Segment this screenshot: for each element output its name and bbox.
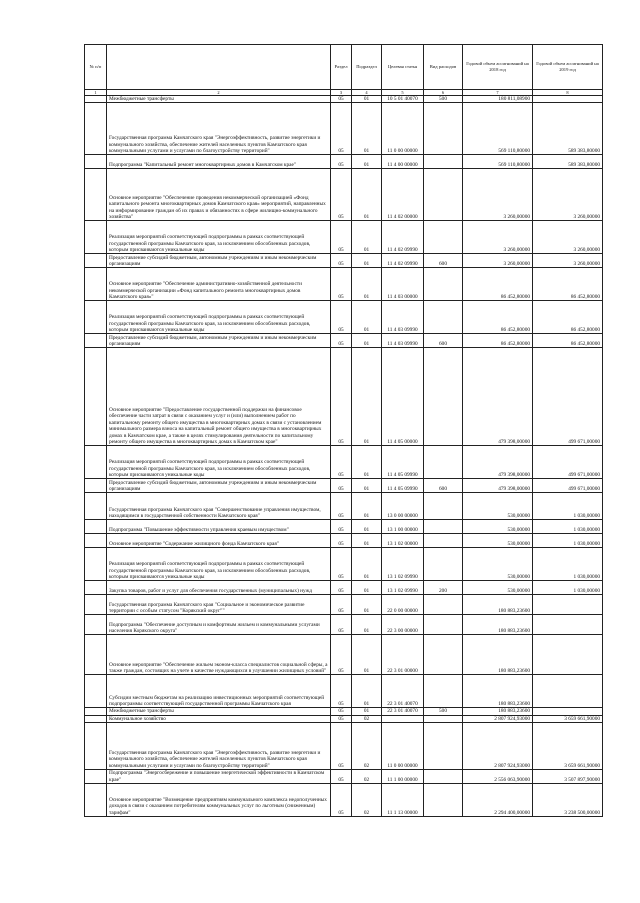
- row-target-article: 22 3 01 00000: [382, 635, 424, 675]
- table-row: [85, 770, 603, 784]
- header-num: № п/п: [85, 45, 107, 90]
- row-subsection: 01: [352, 96, 382, 103]
- row-target-article: 11 4 02 00000: [382, 169, 424, 221]
- row-target-article: 11 4 02 09990: [382, 254, 424, 268]
- row-number: [85, 770, 107, 784]
- row-target-article: 13 1 00 00000: [382, 520, 424, 534]
- row-section: 05: [331, 615, 352, 635]
- column-number: 2: [107, 90, 331, 96]
- row-section: 05: [331, 675, 352, 708]
- row-volume-2019: 86 452,80000: [533, 334, 603, 348]
- row-volume-2019: [533, 675, 603, 708]
- row-expense-type: [424, 103, 463, 155]
- row-expense-type: 500: [424, 96, 463, 103]
- row-name: Подпрограмма "Капитальный ремонт многоквартирных домов в Камчатском крае": [107, 155, 331, 169]
- budget-document: [84, 44, 602, 817]
- column-number: 7: [463, 90, 533, 96]
- row-section: 05: [331, 784, 352, 817]
- row-target-article: 11 4 02 09990: [382, 221, 424, 254]
- row-expense-type: [424, 348, 463, 446]
- row-subsection: 01: [352, 548, 382, 581]
- row-expense-type: [424, 595, 463, 615]
- row-name: Закупка товаров, работ и услуг для обеспечения государственных (муниципальных) нужд: [107, 581, 331, 595]
- table-row: [85, 348, 603, 446]
- row-name: Основное мероприятие "Обеспечение жильем эконом-класса специалистов социальной сферы, а также граждан, состоящих на учете в качестве нуждающихся в улучшении жилищных условий": [107, 635, 331, 675]
- row-name: Государственная программа Камчатского края "Социальное и экономическое развитие территории с особым статусом "Корякский округ"": [107, 595, 331, 615]
- row-section: 05: [331, 334, 352, 348]
- row-volume-2018: 530,00000: [463, 520, 533, 534]
- row-volume-2019: 499 671,00000: [533, 348, 603, 446]
- table-row: [85, 784, 603, 817]
- table-row: [85, 155, 603, 169]
- table-row: [85, 595, 603, 615]
- row-expense-type: [424, 548, 463, 581]
- row-number: [85, 334, 107, 348]
- row-number: [85, 169, 107, 221]
- row-volume-2018: 530,00000: [463, 534, 533, 548]
- row-section: 05: [331, 595, 352, 615]
- table-row: [85, 615, 603, 635]
- row-name: Коммунальное хозяйство: [107, 715, 331, 722]
- row-target-article: [382, 715, 424, 722]
- row-subsection: 02: [352, 723, 382, 770]
- table-header: [85, 45, 603, 96]
- row-volume-2018: 530,00000: [463, 581, 533, 595]
- row-number: [85, 708, 107, 715]
- row-volume-2019: [533, 615, 603, 635]
- row-name: Государственная программа Камчатского края "Совершенствование управления имуществом, находящимся в государственной собственности Камчатского края": [107, 493, 331, 520]
- row-target-article: 11 1 00 00000: [382, 770, 424, 784]
- row-number: [85, 548, 107, 581]
- row-expense-type: [424, 723, 463, 770]
- row-expense-type: [424, 520, 463, 534]
- row-section: 05: [331, 301, 352, 334]
- row-subsection: 01: [352, 268, 382, 301]
- table-row: [85, 548, 603, 581]
- row-section: 05: [331, 221, 352, 254]
- row-name: Основное мероприятие "Обеспечение проведения некоммерческой организацией «Фонд капитального ремонта многоквартирных домов Камчатского края» мероприятий, направленных на информирование граждан об их правах и обязанностях в сфере жилищно-коммунального хозяйства": [107, 169, 331, 221]
- row-number: [85, 635, 107, 675]
- header-vol2018: Годовой объем ассигнований на 2018 год: [463, 45, 533, 90]
- row-volume-2018: 180 883,23600: [463, 595, 533, 615]
- table-row: [85, 103, 603, 155]
- table-row: [85, 268, 603, 301]
- row-number: [85, 446, 107, 479]
- row-volume-2019: 499 671,00000: [533, 446, 603, 479]
- row-expense-type: [424, 493, 463, 520]
- row-expense-type: [424, 615, 463, 635]
- row-subsection: 01: [352, 479, 382, 493]
- row-subsection: 01: [352, 595, 382, 615]
- row-volume-2019: [533, 595, 603, 615]
- row-number: [85, 581, 107, 595]
- row-volume-2019: 3 659 661,90000: [533, 715, 603, 722]
- row-subsection: 01: [352, 348, 382, 446]
- row-number: [85, 675, 107, 708]
- row-name: Предоставление субсидий бюджетным, автономным учреждениям и иным некоммерческим организациям: [107, 254, 331, 268]
- row-volume-2019: 3 238 500,00000: [533, 784, 603, 817]
- row-name: Государственная программа Камчатского края "Энергоэффективность, развитие энергетики и коммунального хозяйства, обеспечение жителей населенных пунктов Камчатского края коммунальными услугами и услугами по благоустройству территорий": [107, 723, 331, 770]
- row-volume-2019: 86 452,80000: [533, 268, 603, 301]
- row-volume-2018: 2 807 924,93000: [463, 723, 533, 770]
- row-section: 05: [331, 715, 352, 722]
- table-row: [85, 708, 603, 715]
- row-subsection: 01: [352, 334, 382, 348]
- row-target-article: 11 4 05 00000: [382, 348, 424, 446]
- row-subsection: 01: [352, 675, 382, 708]
- table-row: [85, 96, 603, 103]
- row-volume-2018: 86 452,80000: [463, 301, 533, 334]
- row-target-article: 11 4 03 09990: [382, 334, 424, 348]
- row-expense-type: [424, 675, 463, 708]
- row-section: 05: [331, 534, 352, 548]
- table-row: [85, 723, 603, 770]
- row-number: [85, 595, 107, 615]
- column-number: 1: [85, 90, 107, 96]
- row-target-article: 22 3 01 40070: [382, 675, 424, 708]
- row-number: [85, 348, 107, 446]
- row-expense-type: [424, 446, 463, 479]
- row-volume-2018: 86 452,80000: [463, 268, 533, 301]
- row-volume-2018: 2 807 924,93000: [463, 715, 533, 722]
- table-row: [85, 479, 603, 493]
- header-vol2019: Годовой объем ассигнований на 2019 год: [533, 45, 603, 90]
- row-name: Основное мероприятие "Предоставление государственной поддержки на финансовое обеспечение части затрат в связи с оказанием услуг и (или) выполнением работ по капитальному ремонту общего имущества в многоквартирных домах в связи с установлением минимального размера взноса на капитальный ремонт общего имущества в многоквартирных домах в Камчатском крае, а также в целях стимулирования деятельности по капитальному ремонту общего имущества в многоквартирных домах в Камчатском крае": [107, 348, 331, 446]
- row-subsection: 01: [352, 254, 382, 268]
- row-expense-type: [424, 221, 463, 254]
- row-target-article: 13 0 00 00000: [382, 493, 424, 520]
- header-name: [107, 45, 331, 90]
- row-volume-2019: 1 030,00000: [533, 493, 603, 520]
- row-section: 05: [331, 493, 352, 520]
- row-subsection: 02: [352, 715, 382, 722]
- row-target-article: 22 3 01 40070: [382, 708, 424, 715]
- row-number: [85, 103, 107, 155]
- row-number: [85, 493, 107, 520]
- row-target-article: 22 0 00 00000: [382, 595, 424, 615]
- table-row: [85, 169, 603, 221]
- row-section: 05: [331, 446, 352, 479]
- row-expense-type: [424, 301, 463, 334]
- row-volume-2018: 479 398,00000: [463, 348, 533, 446]
- row-target-article: 11 4 05 09990: [382, 479, 424, 493]
- row-name: Межбюджетные трансферты: [107, 708, 331, 715]
- row-target-article: 13 1 02 09990: [382, 581, 424, 595]
- row-expense-type: [424, 770, 463, 784]
- row-section: 05: [331, 708, 352, 715]
- column-number: 6: [424, 90, 463, 96]
- row-name: Государственная программа Камчатского края "Энергоэффективность, развитие энергетики и коммунального хозяйства, обеспечение жителей населенных пунктов Камчатского края коммунальными услугами и услугами по благоустройству территорий": [107, 103, 331, 155]
- row-volume-2019: [533, 635, 603, 675]
- row-target-article: 11 1 13 00000: [382, 784, 424, 817]
- header-subsection: Подраздел: [352, 45, 382, 90]
- table-row: [85, 715, 603, 722]
- row-name: Подпрограмма "Повышение эффективности управления краевым имуществом": [107, 520, 331, 534]
- row-number: [85, 301, 107, 334]
- row-volume-2019: 589 383,80000: [533, 103, 603, 155]
- row-target-article: 13 1 02 09990: [382, 548, 424, 581]
- row-expense-type: 500: [424, 708, 463, 715]
- row-expense-type: [424, 268, 463, 301]
- row-name: Основное мероприятие "Обеспечение административно-хозяйственной деятельности некоммерческой организации «Фонд капитального ремонта многоквартирных домов Камчатского края»": [107, 268, 331, 301]
- row-name: Основное мероприятие "Содержание жилищного фонда Камчатского края": [107, 534, 331, 548]
- row-number: [85, 723, 107, 770]
- row-name: Реализация мероприятий соответствующей подпрограммы в рамках соответствующей государственной программы Камчатского края, за исключением обособленных расходов, которым присваиваются уникальные коды: [107, 221, 331, 254]
- row-expense-type: 600: [424, 479, 463, 493]
- row-number: [85, 520, 107, 534]
- row-subsection: 01: [352, 493, 382, 520]
- row-number: [85, 479, 107, 493]
- row-name: Субсидии местным бюджетам на реализацию инвестиционных мероприятий соответствующей подпрограммы соответствующей государственной программы Камчатского края: [107, 675, 331, 708]
- row-target-article: 11 4 00 00000: [382, 155, 424, 169]
- table-row: [85, 493, 603, 520]
- row-name: Подпрограмма "Энергосбережение и повышение энергетической эффективности в Камчатском крае": [107, 770, 331, 784]
- row-volume-2018: 3 260,00000: [463, 221, 533, 254]
- row-volume-2019: 1 030,00000: [533, 520, 603, 534]
- row-volume-2019: 589 383,80000: [533, 155, 603, 169]
- row-target-article: 11 4 03 00000: [382, 268, 424, 301]
- row-target-article: 10 5 01 40070: [382, 96, 424, 103]
- row-number: [85, 534, 107, 548]
- row-expense-type: [424, 715, 463, 722]
- table-row: [85, 334, 603, 348]
- row-volume-2018: 2 294 400,00000: [463, 784, 533, 817]
- row-volume-2019: [533, 708, 603, 715]
- row-name: Предоставление субсидий бюджетным, автономным учреждениям и иным некоммерческим организациям: [107, 334, 331, 348]
- column-number: 5: [382, 90, 424, 96]
- row-number: [85, 155, 107, 169]
- row-volume-2019: 1 030,00000: [533, 581, 603, 595]
- row-volume-2018: 180 883,23600: [463, 675, 533, 708]
- row-expense-type: [424, 534, 463, 548]
- table-row: [85, 520, 603, 534]
- row-target-article: 13 1 02 00000: [382, 534, 424, 548]
- row-name: Реализация мероприятий соответствующей подпрограммы в рамках соответствующей государственной программы Камчатского края, за исключением обособленных расходов, которым присваиваются уникальные коды: [107, 446, 331, 479]
- row-volume-2018: 479 398,00000: [463, 446, 533, 479]
- row-target-article: 11 0 00 00000: [382, 723, 424, 770]
- row-name: Подпрограмма "Обеспечение доступным и комфортным жильем и коммунальными услугами населения Корякского округа": [107, 615, 331, 635]
- row-volume-2018: 530,00000: [463, 548, 533, 581]
- row-section: 05: [331, 268, 352, 301]
- row-name: Реализация мероприятий соответствующей подпрограммы в рамках соответствующей государственной программы Камчатского края, за исключением обособленных расходов, которым присваиваются уникальные коды: [107, 301, 331, 334]
- row-volume-2019: 1 030,00000: [533, 548, 603, 581]
- table-body: [85, 96, 603, 817]
- row-section: 05: [331, 348, 352, 446]
- row-subsection: 01: [352, 301, 382, 334]
- row-subsection: 01: [352, 221, 382, 254]
- row-subsection: 02: [352, 784, 382, 817]
- row-expense-type: [424, 155, 463, 169]
- row-name: Реализация мероприятий соответствующей подпрограммы в рамках соответствующей государственной программы Камчатского края, за исключением обособленных расходов, которым присваиваются уникальные коды: [107, 548, 331, 581]
- table-row: [85, 301, 603, 334]
- row-expense-type: [424, 169, 463, 221]
- row-volume-2018: 3 260,00000: [463, 254, 533, 268]
- row-section: 05: [331, 155, 352, 169]
- table-row: [85, 254, 603, 268]
- row-volume-2019: 3 260,00000: [533, 169, 603, 221]
- table-row: [85, 581, 603, 595]
- row-subsection: 01: [352, 581, 382, 595]
- row-expense-type: [424, 635, 463, 675]
- row-section: 05: [331, 479, 352, 493]
- row-number: [85, 268, 107, 301]
- row-expense-type: [424, 784, 463, 817]
- row-section: 05: [331, 770, 352, 784]
- row-subsection: 01: [352, 155, 382, 169]
- column-number: 4: [352, 90, 382, 96]
- table-row: [85, 675, 603, 708]
- table-row: [85, 534, 603, 548]
- header-section: Раздел: [331, 45, 352, 90]
- row-section: 05: [331, 520, 352, 534]
- row-expense-type: 600: [424, 334, 463, 348]
- row-volume-2018: 86 452,80000: [463, 334, 533, 348]
- row-subsection: 01: [352, 708, 382, 715]
- row-section: 05: [331, 96, 352, 103]
- row-expense-type: 200: [424, 581, 463, 595]
- row-number: [85, 221, 107, 254]
- row-volume-2019: 3 260,00000: [533, 254, 603, 268]
- row-section: 05: [331, 723, 352, 770]
- row-subsection: 02: [352, 770, 382, 784]
- row-subsection: 01: [352, 615, 382, 635]
- row-volume-2018: 2 556 063,90000: [463, 770, 533, 784]
- row-subsection: 01: [352, 169, 382, 221]
- row-name: Основное мероприятие "Возмещение предприятиям коммунального комплекса недополученных доходов в связи с оказанием потребителям коммунальных услуг по льготным (сниженным) тарифам": [107, 784, 331, 817]
- row-subsection: 01: [352, 635, 382, 675]
- row-target-article: 11 4 03 09990: [382, 301, 424, 334]
- row-number: [85, 615, 107, 635]
- row-target-article: 22 3 00 00000: [382, 615, 424, 635]
- row-expense-type: 600: [424, 254, 463, 268]
- row-subsection: 01: [352, 520, 382, 534]
- row-volume-2018: 530,00000: [463, 493, 533, 520]
- header-expense: Вид расходов: [424, 45, 463, 90]
- row-subsection: 01: [352, 534, 382, 548]
- row-name: Предоставление субсидий бюджетным, автономным учреждениям и иным некоммерческим организациям: [107, 479, 331, 493]
- row-section: 05: [331, 254, 352, 268]
- row-volume-2019: 3 507 897,90000: [533, 770, 603, 784]
- row-subsection: 01: [352, 446, 382, 479]
- row-volume-2018: 479 398,00000: [463, 479, 533, 493]
- column-number: 8: [533, 90, 603, 96]
- row-name: Межбюджетные трансферты: [107, 96, 331, 103]
- row-subsection: 01: [352, 103, 382, 155]
- row-number: [85, 715, 107, 722]
- column-number: 3: [331, 90, 352, 96]
- budget-table: [84, 44, 603, 817]
- row-volume-2018: 180 811,08900: [463, 96, 533, 103]
- row-number: [85, 254, 107, 268]
- row-number: [85, 96, 107, 103]
- table-row: [85, 446, 603, 479]
- row-section: 05: [331, 103, 352, 155]
- row-volume-2018: 3 260,00000: [463, 169, 533, 221]
- header-target: Целевая статья: [382, 45, 424, 90]
- table-row: [85, 635, 603, 675]
- row-section: 05: [331, 581, 352, 595]
- row-volume-2019: 3 260,00000: [533, 221, 603, 254]
- row-volume-2018: 180 883,23600: [463, 635, 533, 675]
- row-volume-2019: 499 671,00000: [533, 479, 603, 493]
- row-section: 05: [331, 548, 352, 581]
- row-volume-2018: 569 110,80000: [463, 155, 533, 169]
- row-volume-2019: 1 030,00000: [533, 534, 603, 548]
- row-section: 05: [331, 169, 352, 221]
- row-volume-2018: 180 883,23600: [463, 708, 533, 715]
- row-volume-2019: [533, 96, 603, 103]
- row-volume-2018: 569 110,80000: [463, 103, 533, 155]
- table-row: [85, 221, 603, 254]
- row-volume-2019: 3 659 661,90000: [533, 723, 603, 770]
- row-volume-2018: 180 883,23600: [463, 615, 533, 635]
- row-target-article: 11 0 00 00000: [382, 103, 424, 155]
- row-section: 05: [331, 635, 352, 675]
- row-volume-2019: 86 452,80000: [533, 301, 603, 334]
- row-number: [85, 784, 107, 817]
- row-target-article: 11 4 05 09990: [382, 446, 424, 479]
